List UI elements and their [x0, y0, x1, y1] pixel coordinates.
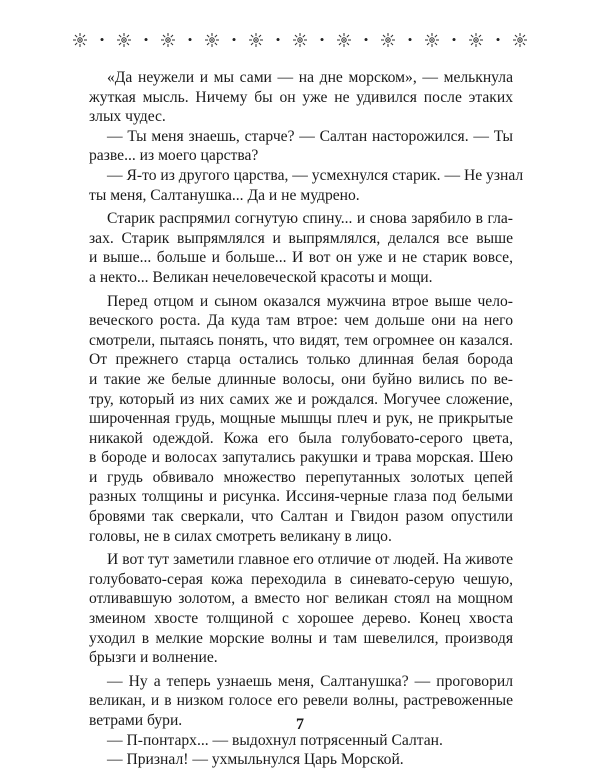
ornament-dot-icon: • [451, 32, 457, 47]
text-line: головы, не в силах смотреть великану в лицо. [89, 527, 392, 545]
text-line: брызги и волнение. [89, 649, 218, 667]
text-line: «Да неужели и мы сами — на дне морском», — мелькнула [107, 69, 513, 86]
header-ornament [72, 31, 528, 49]
ornament-star-icon [512, 32, 528, 48]
text-line: разных толщины и рисунка. Иссиня-черные глаза под белыми [89, 488, 513, 506]
text-line: ветрами бури. [89, 712, 183, 729]
ornament-dot-icon: • [275, 32, 281, 47]
text-line: От прежнего старца остались только длинная белая борода [89, 351, 513, 369]
paragraph [89, 166, 524, 205]
paragraph [89, 209, 513, 287]
text-line: и грудь обвивало множество перепутанных золотых цепей [89, 468, 513, 486]
ornament-dot-icon: • [143, 32, 149, 47]
text-line: и выше... больше и больше... И вот он уже и не старик вовсе, [89, 249, 513, 267]
text-line: а некто... Великан нечеловеческой красоты и мощи. [89, 268, 433, 286]
text-line: ты меня, Салтанушка... Да и не мудрено. [89, 186, 360, 204]
ornament-star-icon [248, 32, 264, 48]
ornament-star-icon [336, 32, 352, 48]
ornament-star-icon [424, 32, 440, 48]
ornament-dot-icon: • [363, 32, 369, 47]
text-line: — П-понтарх... — выдохнул потрясенный Салтан. [107, 731, 443, 749]
text-line: разве... из моего царства? [89, 147, 259, 165]
text-line: — Ну а теперь узнаешь меня, Салтанушка? — проговорил [107, 672, 513, 690]
text-line: злых чудес. [89, 108, 166, 126]
paragraph [89, 68, 513, 127]
ornament-star-icon [468, 32, 484, 48]
text-line: никакой одеждой. Кожа его была голубовато-серого цвета, [89, 429, 513, 447]
ornament-star-icon [292, 32, 308, 48]
text-line: И вот тут заметили главное его отличие от людей. На животе [107, 551, 513, 569]
text-line: змеином хвосте толщиной с хорошее дерево. Конец хвоста [89, 610, 513, 628]
paragraph [89, 127, 513, 166]
text-line: Старик распрямил согнутую спину... и снова зарябило в гла- [107, 210, 513, 228]
text-line: великан, и в низком голосе его ревели волны, растревоженные [89, 692, 513, 710]
text-line: в бороде и волосах запутались ракушки и трава морская. Шею [89, 449, 513, 467]
paragraph [89, 292, 513, 547]
ornament-dot-icon: • [319, 32, 325, 47]
text-line: голубовато-серая кожа переходила в синевато-серую чешую, [89, 570, 513, 588]
text-line: — Я-то из другого царства, — усмехнулся старик. — Не узнал [107, 166, 524, 184]
ornament-dot-icon: • [495, 32, 501, 47]
paragraph [89, 550, 513, 668]
text-line: зах. Старик выпрямлялся и выпрямлялся, делался все выше [89, 229, 513, 247]
text-line: — Ты меня знаешь, старче? — Салтан насторожился. — Ты [107, 127, 513, 145]
text-line: смотрели, пытаясь понять, что видят, тем огромнее он казался. [89, 331, 513, 349]
ornament-dot-icon: • [407, 32, 413, 47]
text-line: бровями так сверкали, что Салтан и Гвидон разом опустили [89, 508, 513, 526]
text-line: широченная грудь, мощные мышцы плеч и рук, не прикрытые [89, 410, 513, 428]
ornament-dot-icon: • [187, 32, 193, 47]
text-line: и такие же белые длинные волосы, они буйно вились по ве- [89, 370, 513, 388]
ornament-star-icon [72, 32, 88, 48]
body-text [89, 68, 524, 770]
text-line: Перед отцом и сыном оказался мужчина втрое выше чело- [107, 292, 513, 310]
text-line: уходил в мелкие морские волны и там шевелился, производя [89, 629, 513, 647]
ornament-star-icon [116, 32, 132, 48]
text-line: веческого роста. Да куда там втрое: чем дольше они на него [89, 312, 513, 330]
text-line: жуткая мысль. Ничему бы он уже не удивился после этаких [89, 88, 513, 106]
text-line: тру, который из них самих же и рождался. Могучее сложение, [89, 390, 513, 408]
ornament-dot-icon: • [99, 32, 105, 47]
ornament-star-icon [204, 32, 220, 48]
paragraph [89, 750, 513, 770]
text-line: отливавшую золотом, а вместо ног великан стоял на мощном [89, 590, 513, 608]
page-number: 7 [296, 716, 304, 733]
text-line: — Признал! — ухмыльнулся Царь Морской. [107, 751, 404, 769]
ornament-star-icon [160, 32, 176, 48]
ornament-dot-icon: • [231, 32, 237, 47]
ornament-star-icon [380, 32, 396, 48]
